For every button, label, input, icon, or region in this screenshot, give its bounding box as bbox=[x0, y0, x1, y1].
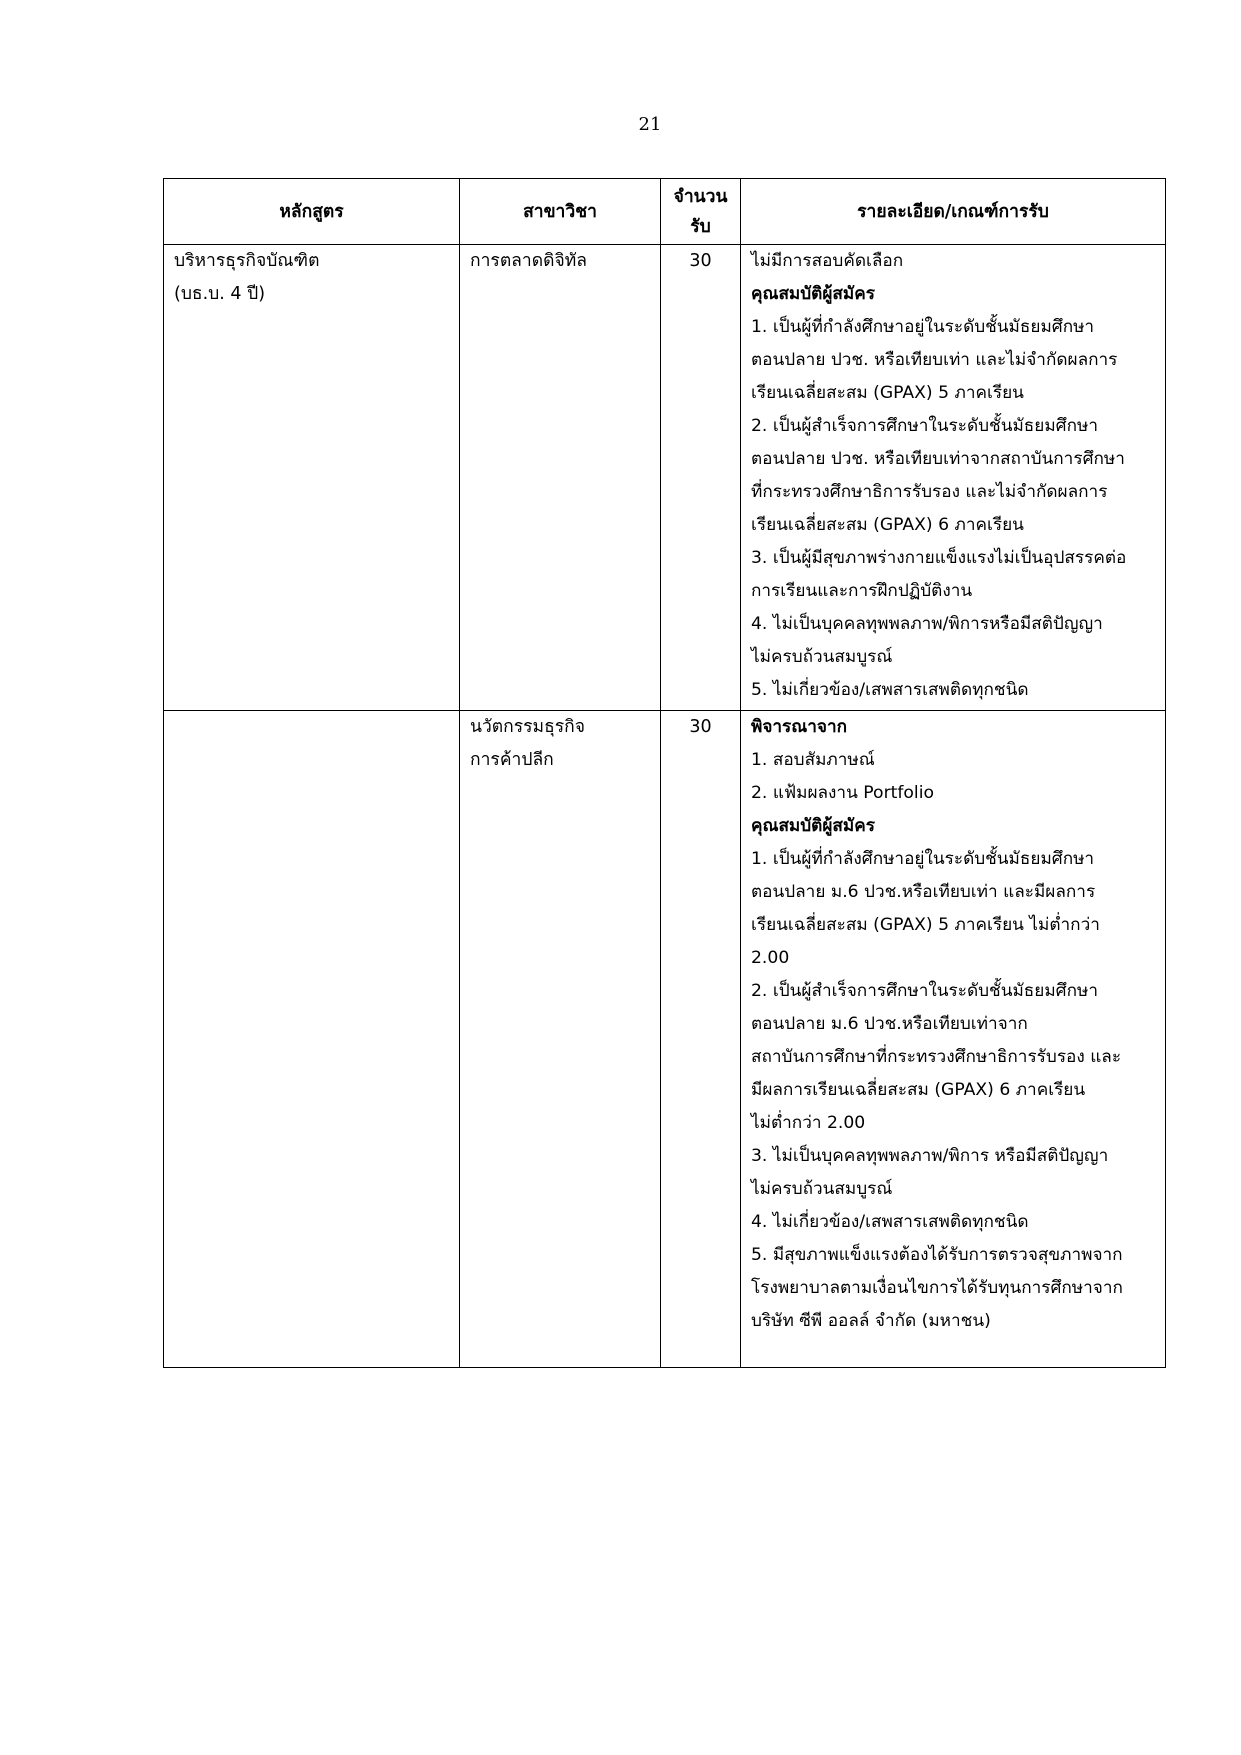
details-line: ตอนปลาย ปวช. หรือเทียบเท่าจากสถาบันการศึกษา bbox=[751, 449, 1125, 469]
details-line: การเรียนและการฝึกปฏิบัติงาน bbox=[751, 581, 973, 601]
details-cell bbox=[741, 711, 1166, 1368]
details-line: 3. ไม่เป็นบุคคลทุพพลภาพ/พิการ หรือมีสติปัญญา bbox=[751, 1146, 1109, 1166]
details-line: ไม่มีการสอบคัดเลือก bbox=[751, 251, 904, 271]
details-line: 4. ไม่เป็นบุคคลทุพพลภาพ/พิการหรือมีสติปัญญา bbox=[751, 614, 1103, 634]
header-major: สาขาวิชา bbox=[460, 179, 661, 245]
details-line: เรียนเฉลี่ยสะสม (GPAX) 6 ภาคเรียน bbox=[751, 515, 1024, 535]
header-details: รายละเอียด/เกณฑ์การรับ bbox=[741, 179, 1166, 245]
details-heading: คุณสมบัติผู้สมัคร bbox=[751, 816, 875, 836]
details-line: ไม่ครบถ้วนสมบูรณ์ bbox=[751, 647, 893, 667]
details-line: 2. เป็นผู้สำเร็จการศึกษาในระดับชั้นมัธยมศึกษา bbox=[751, 416, 1098, 436]
header-count-line1: จำนวน bbox=[673, 186, 728, 207]
table-row bbox=[164, 711, 1166, 1368]
details-line: มีผลการเรียนเฉลี่ยสะสม (GPAX) 6 ภาคเรียน bbox=[751, 1080, 1086, 1100]
major-cell bbox=[460, 245, 661, 711]
admission-table bbox=[163, 178, 1166, 1368]
details-line: โรงพยาบาลตามเงื่อนไขการได้รับทุนการศึกษาจาก bbox=[751, 1278, 1123, 1298]
details-line: 5. มีสุขภาพแข็งแรงต้องได้รับการตรวจสุขภาพจาก bbox=[751, 1245, 1123, 1265]
major-cell bbox=[460, 711, 661, 1368]
major-name: นวัตกรรมธุรกิจ bbox=[470, 717, 586, 737]
major-name: การตลาดดิจิทัล bbox=[470, 251, 587, 271]
details-line: 1. สอบสัมภาษณ์ bbox=[751, 750, 875, 770]
details-line: 1. เป็นผู้ที่กำลังศึกษาอยู่ในระดับชั้นมัธยมศึกษา bbox=[751, 317, 1095, 337]
details-cell bbox=[741, 245, 1166, 711]
page-number: 21 bbox=[638, 114, 662, 135]
details-line: ตอนปลาย ปวช. หรือเทียบเท่า และไม่จำกัดผลการ bbox=[751, 350, 1118, 370]
details-line: 5. ไม่เกี่ยวข้อง/เสพสารเสพติดทุกชนิด bbox=[751, 680, 1029, 700]
details-line: ไม่ต่ำกว่า 2.00 bbox=[751, 1113, 866, 1133]
count-cell: 30 bbox=[661, 245, 741, 711]
details-line: ไม่ครบถ้วนสมบูรณ์ bbox=[751, 1179, 893, 1199]
header-program: หลักสูตร bbox=[164, 179, 460, 245]
details-heading: พิจารณาจาก bbox=[751, 717, 848, 737]
details-line: 4. ไม่เกี่ยวข้อง/เสพสารเสพติดทุกชนิด bbox=[751, 1212, 1029, 1232]
details-line: เรียนเฉลี่ยสะสม (GPAX) 5 ภาคเรียน bbox=[751, 383, 1024, 403]
program-cell bbox=[164, 245, 460, 711]
count-cell: 30 bbox=[661, 711, 741, 1368]
details-line: 3. เป็นผู้มีสุขภาพร่างกายแข็งแรงไม่เป็นอุปสรรคต่อ bbox=[751, 548, 1127, 568]
details-line: 2.00 bbox=[751, 948, 790, 968]
details-line: 2. เป็นผู้สำเร็จการศึกษาในระดับชั้นมัธยมศึกษา bbox=[751, 981, 1098, 1001]
header-count-line2: รับ bbox=[690, 216, 711, 237]
program-name: บริหารธุรกิจบัณฑิต bbox=[174, 251, 320, 271]
major-name: การค้าปลีก bbox=[470, 750, 554, 770]
details-line: สถาบันการศึกษาที่กระทรวงศึกษาธิการรับรอง และ bbox=[751, 1047, 1122, 1067]
details-line: 1. เป็นผู้ที่กำลังศึกษาอยู่ในระดับชั้นมัธยมศึกษา bbox=[751, 849, 1095, 869]
details-line: ตอนปลาย ม.6 ปวช.หรือเทียบเท่า และมีผลการ bbox=[751, 882, 1096, 902]
details-line: 2. แฟ้มผลงาน Portfolio bbox=[751, 783, 935, 803]
details-line: ที่กระทรวงศึกษาธิการรับรอง และไม่จำกัดผลการ bbox=[751, 482, 1108, 502]
program-degree: (บธ.บ. 4 ปี) bbox=[174, 284, 266, 304]
table-row bbox=[164, 245, 1166, 711]
table-header-row bbox=[164, 179, 1166, 245]
details-line: ตอนปลาย ม.6 ปวช.หรือเทียบเท่าจาก bbox=[751, 1014, 1028, 1034]
details-heading: คุณสมบัติผู้สมัคร bbox=[751, 284, 875, 304]
details-line: บริษัท ซีพี ออลล์ จำกัด (มหาชน) bbox=[751, 1311, 991, 1331]
header-count bbox=[661, 179, 741, 245]
program-cell bbox=[164, 711, 460, 1368]
details-line: เรียนเฉลี่ยสะสม (GPAX) 5 ภาคเรียน ไม่ต่ำกว่า bbox=[751, 915, 1100, 935]
